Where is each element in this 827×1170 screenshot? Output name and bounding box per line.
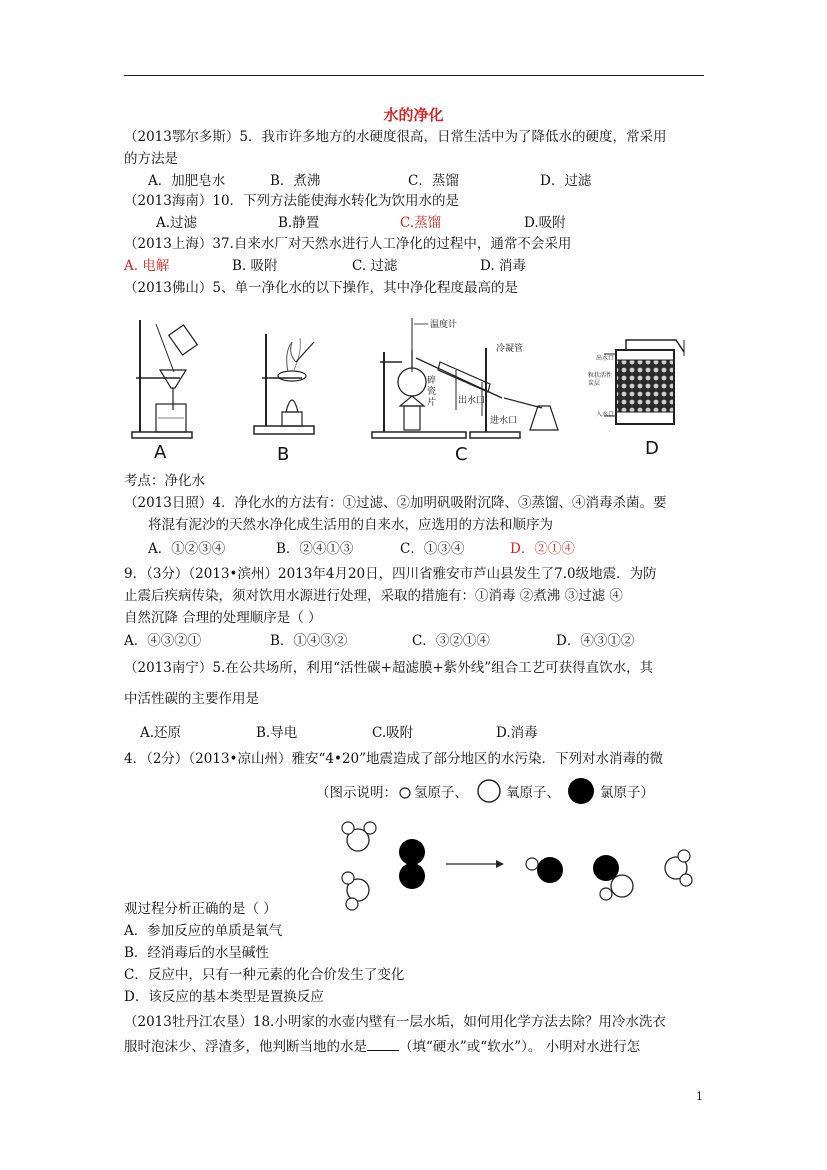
legend-oxygen: 氧原子、 [506,785,560,801]
label-water-inlet: 进水口 [490,416,518,426]
q6-stem-line1: 9．（3分）（2013•滨州）2013年4月20日，四川省雅安市芦山县发生了7.0级地震．为防 [124,566,657,582]
q8-option-d: D．该反应的基本类型是置换反应 [124,989,324,1005]
q5-option-b: B．②④①③ [276,541,354,557]
q9-stem-part-b: （填“硬水”或“软水”）。 小明对水进行怎 [399,1039,641,1055]
legend-hydrogen: 氢原子、 [414,785,468,801]
label-thermometer: 温度计 [430,320,458,330]
q1-stem-line1: （2013鄂尔多斯）5．我市许多地方的水硬度很高，日常生活中为了降低水的硬度，常采用 [124,129,667,145]
filtration-apparatus-figure [128,310,198,440]
q1-stem-line2: 的方法是 [124,151,178,167]
q3-option-a: A. 电解 [124,258,170,274]
q5-stem-line1: （2013日照）4．净化水的方法有：①过滤、②加明矾吸附沉降、③蒸馏、④消毒杀菌。要 [124,495,667,511]
q5-stem-line2: 将混有泥沙的天然水净化成生活用的自来水，应选用的方法和顺序为 [148,517,553,533]
label-d-water-out: 出水口 [596,355,615,362]
q2-option-c: C.蒸馏 [400,215,442,231]
q1-option-b: B．煮沸 [270,173,321,189]
q6-option-c: C．③②①④ [412,633,490,649]
q7-option-a: A.还原 [140,725,182,741]
q2-option-b: B.静置 [278,215,320,231]
q8-stem-line1: 4．（2分）（2013•凉山州）雅安“4•20”地震造成了部分地区的水污染．下列对水消毒的微 [124,751,664,767]
hclo-molecule [593,855,633,900]
page-number: 1 [696,1090,703,1103]
label-water-outlet: 出水口 [458,396,486,406]
figure-label-c: C [455,444,468,465]
q6-stem-line3: 自然沉降 合理的处理顺序是（ ） [124,610,322,626]
q6-stem-line2: 止震后疾病传染，须对饮用水源进行处理，采取的措施有：①消毒 ②煮沸 ③过滤 ④ [124,588,623,604]
q2-option-a: A.过滤 [156,215,198,231]
q1-option-c: C．蒸馏 [408,173,459,189]
q5-option-d: D．②①④ [510,541,575,557]
q8-option-b: B．经消毒后的水呈碱性 [124,945,269,961]
q6-option-d: D．④③①② [556,633,635,649]
q3-stem: （2013上海）37.自来水厂对天然水进行人工净化的过程中，通常不会采用 [124,236,572,252]
label-d-carbon-layer: 粒状活性炭层 [588,372,613,387]
header-rule [124,75,704,76]
q6-option-b: B．①④③② [270,633,348,649]
chlorine-atom-icon [566,776,596,806]
q1-option-a: A．加肥皂水 [148,173,226,189]
q7-option-c: C.吸附 [372,725,414,741]
water-molecule-2 [342,872,369,910]
figure-label-d: D [645,438,659,459]
q9-stem-line1: （2013牡丹江农垦）18.小明家的水壶内壁有一层水垢，如何用化学方法去除？用冷水洗衣 [124,1014,666,1030]
page-title: 水的净化 [383,106,444,124]
q8-stem-line2: 观过程分析正确的是（ ） [124,901,277,917]
legend-chlorine: 氯原子） [600,785,654,801]
figure-label-a: A [154,442,167,463]
q5-option-c: C．①③④ [400,541,465,557]
q7-option-d: D.消毒 [496,725,538,741]
q3-option-c: C. 过滤 [352,258,398,274]
distillation-apparatus-figure [370,310,566,440]
label-condenser: 冷凝管 [496,344,524,354]
q4-stem: （2013佛山）5、单一净化水的以下操作，其中净化程度最高的是 [124,280,518,296]
q9-stem-line2 [124,1036,640,1056]
q8-option-a: A．参加反应的单质是氧气 [124,923,283,939]
figure-label-b: B [277,444,290,465]
q3-option-b: B. 吸附 [232,258,278,274]
legend-prefix: （图示说明： [316,785,397,801]
q1-option-d: D．过滤 [540,173,592,189]
q7-stem-line2: 中活性碳的主要作用是 [124,691,259,707]
q9-stem-part-a: 服时泡沫少、浮渣多，他判断当地的水是 [124,1039,367,1055]
kaodian-note: 考点：净化水 [124,473,205,489]
hcl-molecule [526,857,563,883]
oxygen-atom-icon [476,778,502,804]
reaction-diagram [334,818,698,918]
label-d-water-in: 入水口 [596,411,615,418]
hydrogen-atom-icon [398,786,412,800]
q7-option-b: B.导电 [256,725,298,741]
water-molecule-1 [342,822,376,851]
q5-option-a: A．①②③④ [148,541,226,557]
label-boiling-chips: 碎瓷片 [427,376,437,408]
chlorine-molecule [399,839,425,889]
q7-stem-line1: （2013南宁）5.在公共场所，利用“活性碳+超滤膜+紫外线”组合工艺可获得直饮水，其 [124,660,654,676]
q6-option-a: A．④③②① [124,633,202,649]
q8-option-c: C．反应中，只有一种元素的化合价发生了变化 [124,967,405,983]
q2-stem: （2013海南）10．下列方法能使海水转化为饮用水的是 [124,193,460,209]
answer-blank[interactable] [367,1036,399,1051]
heating-apparatus-figure [244,322,324,438]
q2-option-d: D.吸附 [524,215,566,231]
q3-option-d: D. 消毒 [480,258,526,274]
water-molecule-3 [665,850,692,886]
